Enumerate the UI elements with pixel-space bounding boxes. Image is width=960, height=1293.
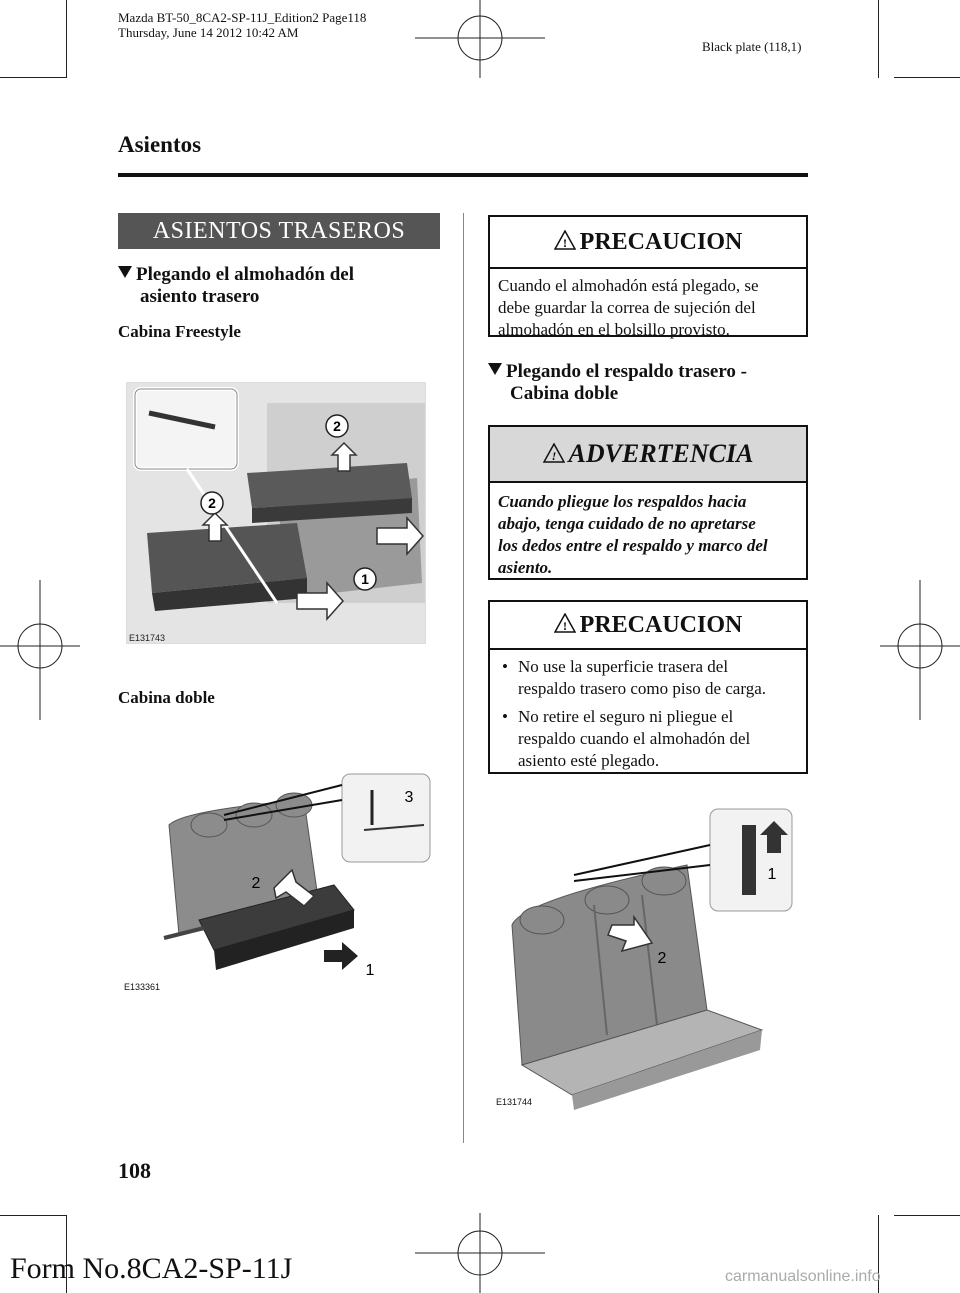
watermark: carmanualsonline.info bbox=[725, 1268, 881, 1285]
warning-triangle-icon bbox=[554, 218, 576, 250]
fig1-callout-1: 1 bbox=[361, 571, 369, 587]
caution-text-1: Cuando el almohadón está plegado, se debe guardar la correa de sujeción del almohadón en el bolsillo provisto. bbox=[498, 276, 759, 339]
fig2-callout-3: 3 bbox=[404, 789, 414, 806]
subheading-seat-cushion: Plegando el almohadón del asiento trasero bbox=[118, 264, 448, 308]
registration-mark-left bbox=[0, 580, 80, 720]
figure-code: E131744 bbox=[496, 1097, 533, 1107]
caution-box-1 bbox=[488, 215, 808, 337]
fig1-callout-2a: 2 bbox=[333, 418, 341, 434]
print-header-file: Mazda BT-50_8CA2-SP-11J_Edition2 Page118 bbox=[118, 10, 367, 25]
seat-illustration bbox=[492, 805, 800, 1110]
svg-text:!: ! bbox=[562, 619, 567, 633]
fig1-callout-2b: 2 bbox=[208, 495, 216, 511]
header-rule bbox=[118, 173, 808, 177]
page-number: 108 bbox=[118, 1158, 151, 1183]
registration-mark-top bbox=[415, 0, 545, 80]
crop-mark bbox=[894, 77, 960, 78]
print-header-date: Thursday, June 14 2012 10:42 AM bbox=[118, 25, 299, 40]
column-divider bbox=[463, 213, 464, 1143]
crop-mark bbox=[894, 1215, 960, 1216]
figure-code: E131743 bbox=[129, 633, 166, 643]
form-number: Form No.8CA2-SP-11J bbox=[10, 1252, 293, 1285]
section-banner: ASIENTOS TRASEROS bbox=[118, 213, 440, 249]
registration-mark-bottom bbox=[415, 1213, 545, 1293]
fig3-callout-1: 1 bbox=[767, 866, 777, 883]
crop-mark bbox=[0, 77, 66, 78]
warning-box-header: ! ADVERTENCIA bbox=[490, 427, 806, 483]
print-header-plate: Black plate (118,1) bbox=[702, 39, 802, 54]
caution-bullet-2: • No retire el seguro ni pliegue el respaldo cuando el almohadón del asiento esté plegado. bbox=[496, 706, 800, 772]
fig2-callout-1: 1 bbox=[365, 962, 375, 979]
figure-double-cushion bbox=[124, 770, 434, 1000]
crop-mark bbox=[878, 0, 879, 78]
triangle-bullet-icon bbox=[488, 363, 502, 375]
seat-illustration bbox=[127, 383, 426, 644]
section-title: Asientos bbox=[118, 132, 202, 157]
fig3-callout-2: 2 bbox=[657, 950, 667, 967]
warning-box bbox=[488, 425, 808, 580]
caption-double-cab: Cabina doble bbox=[118, 688, 215, 707]
seat-illustration bbox=[124, 770, 434, 1000]
figure-double-seatback bbox=[492, 805, 800, 1110]
caution-box-header: ! PRECAUCION bbox=[490, 217, 806, 269]
caution-box-header: ! PRECAUCION bbox=[490, 602, 806, 650]
caution-list bbox=[490, 650, 806, 784]
triangle-bullet-icon bbox=[118, 266, 132, 278]
crop-mark bbox=[0, 1215, 66, 1216]
svg-text:!: ! bbox=[562, 236, 567, 250]
warning-triangle-icon bbox=[543, 428, 565, 463]
caution-box-2 bbox=[488, 600, 808, 774]
fig2-callout-2: 2 bbox=[251, 875, 261, 892]
warning-triangle-icon bbox=[554, 603, 576, 633]
warning-text: Cuando pliegue los respaldos hacia abajo, tenga cuidado de no apretarse los dedos entre el respaldo y marco del asiento. bbox=[498, 492, 768, 577]
svg-text:!: ! bbox=[551, 449, 556, 463]
caption-freestyle: Cabina Freestyle bbox=[118, 322, 241, 341]
subheading-seatback: Plegando el respaldo trasero - Cabina doble bbox=[488, 361, 818, 405]
figure-code: E133361 bbox=[124, 982, 161, 992]
figure-freestyle-cushion bbox=[126, 382, 426, 644]
registration-mark-right bbox=[880, 580, 960, 720]
crop-mark bbox=[66, 0, 67, 78]
caution-bullet-1: • No use la superficie trasera del respaldo trasero como piso de carga. bbox=[496, 656, 800, 700]
